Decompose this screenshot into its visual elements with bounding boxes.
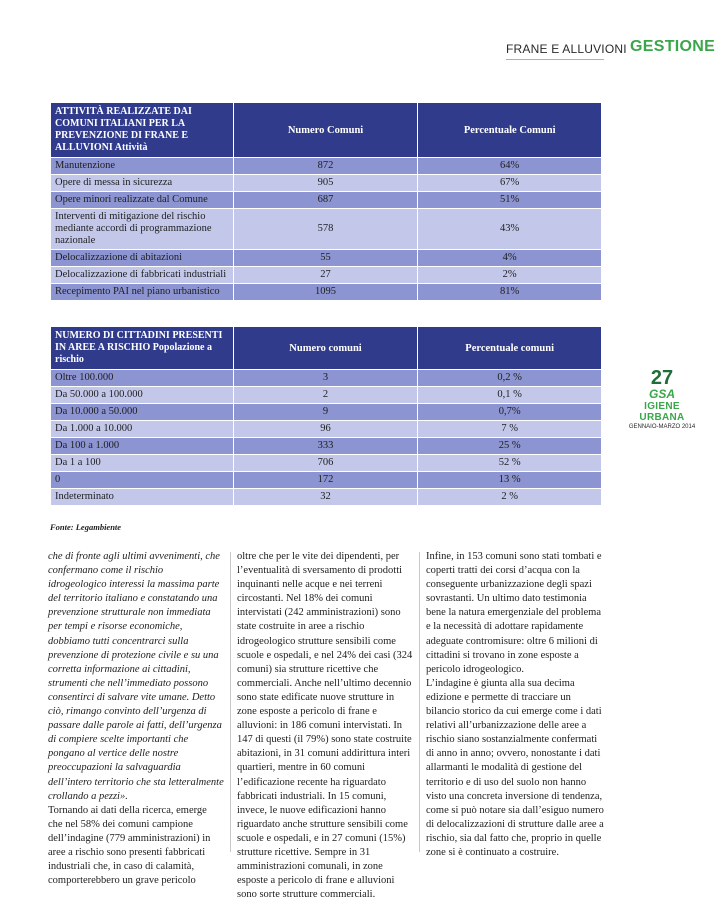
- table-cell: 333: [233, 438, 418, 455]
- column-header: Numero Comuni: [233, 103, 418, 158]
- table-cell: 687: [233, 192, 418, 209]
- table-cell: 0,2 %: [418, 370, 602, 387]
- table-cell: 1095: [233, 284, 418, 301]
- table-cell: Opere di messa in sicurezza: [51, 175, 234, 192]
- table-cell: 0: [51, 472, 234, 489]
- table-cell: Manutenzione: [51, 158, 234, 175]
- column-header: ATTIVITÀ REALIZZATE DAI COMUNI ITALIANI PER LA PREVENZIONE DI FRANE E ALLUVIONI Attività: [51, 103, 234, 158]
- table-row: [51, 370, 602, 387]
- table-row: [51, 209, 602, 250]
- table-cell: Da 1.000 a 10.000: [51, 421, 234, 438]
- column-header: Percentuale Comuni: [418, 103, 602, 158]
- table-cell: 7 %: [418, 421, 602, 438]
- table-row: [51, 250, 602, 267]
- column-divider: [419, 552, 420, 852]
- table-cell: Recepimento PAI nel piano urbanistico: [51, 284, 234, 301]
- table-cell: 706: [233, 455, 418, 472]
- column-header: Percentuale comuni: [418, 327, 602, 370]
- body-paragraph: Tornando ai dati della ricerca, emerge che nel 58% dei comuni campione dell’indagine (779 amministrazioni) in aree a rischio sono presenti fabbricati industriali che, in caso di calamità, comporterebbero un grave pericolo: [48, 804, 211, 887]
- activities-table: [50, 102, 602, 301]
- table-cell: Indeterminato: [51, 489, 234, 506]
- table-row: [51, 267, 602, 284]
- magazine-subtitle: IGIENE URBANA: [639, 401, 685, 423]
- table-cell: 2 %: [418, 489, 602, 506]
- table-cell: 52 %: [418, 455, 602, 472]
- table-row: [51, 158, 602, 175]
- table-cell: 25 %: [418, 438, 602, 455]
- table-row: [51, 472, 602, 489]
- text-column-1: [48, 550, 224, 888]
- table-cell: 0,1 %: [418, 387, 602, 404]
- body-paragraph: oltre che per le vite dei dipendenti, per l’eventualità di sversamento di prodotti inquinanti nelle acque e nei terreni circostanti. Nel 18% dei comuni intervistati (242 amministrazioni) sono state costruite in aree a rischio idrogeologico strutture sensibili come scuole e ospedali, e nel 24% dei casi (324 comuni) sia strutture ricettive che commerciali. Anche nell’ultimo decennio sono state edificate nuove strutture in zone esposte a pericolo di frane e alluvioni: in 186 comuni intervistati. In 147 di questi (il 79%) sono state costruite abitazioni, in 31 comuni addirittura interi quartieri, mentre in 60 comuni l’edificazione recente ha riguardato fabbricati industriali. In 15 comuni, invece, le nuove edificazioni hanno riguardato anche strutture sensibili come scuole e ospedali, e in 27 comuni (15%) strutture ricettive. Sempre in 31 amministrazioni comunali, in zone esposte a pericolo di frane e alluvioni sono sorte strutture commerciali.: [237, 551, 413, 901]
- table-row: [51, 387, 602, 404]
- table-cell: Oltre 100.000: [51, 370, 234, 387]
- issue-date: GENNAIO-MARZO 2014: [628, 424, 696, 430]
- table-row: [51, 175, 602, 192]
- table-source: Fonte: Legambiente: [50, 522, 122, 532]
- page-number: 27: [650, 367, 674, 389]
- table-header-row: [51, 103, 602, 158]
- table-cell: 32: [233, 489, 418, 506]
- column-header: NUMERO DI CITTADINI PRESENTI IN AREE A RISCHIO Popolazione a rischio: [51, 327, 234, 370]
- brand-label: GESTIONE: [630, 38, 716, 55]
- header-rule: [506, 59, 604, 60]
- column-header: Numero comuni: [233, 327, 418, 370]
- table-cell: Da 100 a 1.000: [51, 438, 234, 455]
- table-cell: 9: [233, 404, 418, 421]
- population-risk-table: [50, 326, 602, 506]
- table-cell: 2%: [418, 267, 602, 284]
- table-row: [51, 284, 602, 301]
- table-cell: 96: [233, 421, 418, 438]
- table-cell: Opere minori realizzate dal Comune: [51, 192, 234, 209]
- table-cell: 55: [233, 250, 418, 267]
- body-paragraph: L’indagine è giunta alla sua decima edizione e permette di tracciare un bilancio storico da cui emerge come i dati relativi all’urbanizzazione delle aree a rischio siano sostanzialmente confermati di anno in anno; ovvero, nonostante i dati allarmanti le modalità di gestione del territorio e di uso del suolo non hanno visto una concreta inversione di tendenza, come si può notare sia dall’esiguo numero di delocalizzazioni di strutture dalle aree a rischio, sia dal fatto che, proprio in quelle zone si è continuato a costruire.: [426, 677, 604, 858]
- body-paragraph: Infine, in 153 comuni sono stati tombati e coperti tratti dei corsi d’acqua con la conseguente urbanizzazione degli spazi sovrastanti. Un ultimo dato testimonia bene la natura emergenziale del problema e la necessità di adottare rapidamente adeguate contromisure: oltre 6 milioni di cittadini si trovano in zone esposte a pericolo idrogeologico.: [426, 551, 602, 675]
- magazine-logo: GSA: [648, 387, 675, 401]
- table-cell: 0,7%: [418, 404, 602, 421]
- table-cell: 2: [233, 387, 418, 404]
- table-cell: 905: [233, 175, 418, 192]
- table-cell: Da 1 a 100: [51, 455, 234, 472]
- table-cell: 872: [233, 158, 418, 175]
- table-cell: 81%: [418, 284, 602, 301]
- table-cell: 3: [233, 370, 418, 387]
- table-cell: Da 10.000 a 50.000: [51, 404, 234, 421]
- table-cell: Delocalizzazione di abitazioni: [51, 250, 234, 267]
- text-column-3: [426, 550, 606, 860]
- section-title: FRANE E ALLUVIONI: [506, 42, 627, 56]
- table-cell: 578: [233, 209, 418, 250]
- table-cell: 51%: [418, 192, 602, 209]
- table-row: [51, 421, 602, 438]
- text-column-2: [237, 550, 415, 902]
- quote-paragraph: che di fronte agli ultimi avvenimenti, che confermano come il rischio idrogeologico interessi la massima parte del territorio italiano e constatando una prevenzione strutturale non immediata per tempi e risorse economiche, dobbiamo tutti concentrarci sulla prevenzione di protezione civile e su una corretta informazione ai cittadini, strumenti che nell’immediato possono consentirci di salvare vite umane. Detto ciò, rimango convinto dell’urgenza di passare dalle parole ai fatti, dell’urgenza di compiere scelte importanti che pongano al vertice delle nostre preoccupazioni la salvaguardia dell’intero territorio che sta letteralmente crollando a pezzi».: [48, 551, 224, 802]
- table-row: [51, 404, 602, 421]
- table-cell: 64%: [418, 158, 602, 175]
- table-cell: 67%: [418, 175, 602, 192]
- table-row: [51, 455, 602, 472]
- table-cell: 27: [233, 267, 418, 284]
- table-cell: 13 %: [418, 472, 602, 489]
- table-cell: Interventi di mitigazione del rischio mediante accordi di programmazione nazionale: [51, 209, 234, 250]
- table-row: [51, 489, 602, 506]
- column-divider: [230, 552, 231, 852]
- table-cell: 172: [233, 472, 418, 489]
- table-header-row: [51, 327, 602, 370]
- table-cell: Da 50.000 a 100.000: [51, 387, 234, 404]
- page-header: [0, 40, 726, 60]
- table-row: [51, 192, 602, 209]
- table-cell: 4%: [418, 250, 602, 267]
- table-cell: 43%: [418, 209, 602, 250]
- table-cell: Delocalizzazione di fabbricati industriali: [51, 267, 234, 284]
- table-row: [51, 438, 602, 455]
- page-sidebar: [622, 368, 702, 431]
